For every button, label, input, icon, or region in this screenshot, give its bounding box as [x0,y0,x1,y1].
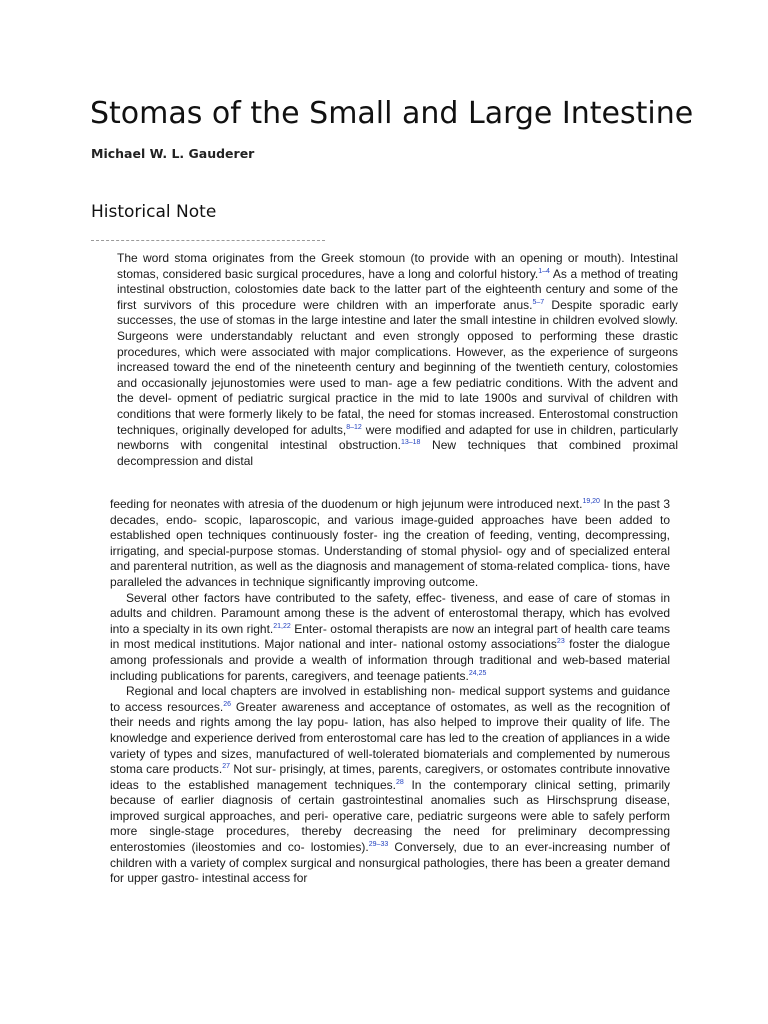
paragraph-text: Greater awareness and acceptance of ostomates, as well as the recognition of their needs and rights among the lay popu- lation, has also helped to improve their quality of life. The knowledge and experience derived from enterostomal care has led to the creation of appliances in a wide variety of types and sizes, manufactured of well-tolerated biomaterials and complemented by numerous stoma care products. [110,699,671,777]
reference-link[interactable]: 13–18 [400,439,421,447]
paragraph-4 [110,684,670,887]
reference-link[interactable]: 8–12 [346,423,362,431]
document-title: Stomas of the Small and Large Intestine [90,96,694,131]
reference-link[interactable]: 24,25 [468,669,487,677]
paragraph-text: The word stoma originates from the Greek stomoun (to provide with an opening or mouth). Intestinal stomas, considered basic surgical procedures, have a long and colorful history. [117,251,678,281]
reference-link[interactable]: 23 [556,638,565,646]
text-block-continued [110,497,670,887]
paragraph-text: feeding for neonates with atresia of the duodenum or high jejunum were introduced next. [110,497,583,511]
paragraph-text: New techniques that combined proximal decompression and distal [117,438,678,468]
paragraph-text: In the past 3 decades, endo- scopic, laparoscopic, and various image-guided approaches have been added to established open techniques continuously foster- ing the creation of feeding, venting, decompressing, irrigating, and special-purpose stomas. Understanding of stomal physiol- ogy and of specialized enteral and parenteral nutrition, as well as the diagnosis and management of stoma-related complica- tions, have paralleled the advances in technique significantly improving outcome. [110,497,671,589]
paragraph-3 [110,591,670,685]
paragraph-text: Despite sporadic early successes, the use of stomas in the large intestine and later the small intestine in children evolved slowly. Surgeons were understandably reluctant and even strongly opposed to performing these drastic procedures, which were associated with major complications. However, as the experience of surgeons increased toward the end of the nineteenth century and beginning of the twentieth century, colostomies and occasionally jejunostomies were used to man- age a few pediatric conditions. With the advent and the devel- opment of pediatric surgical practice in the mid to late 1900s and survival of children with conditions that were formerly likely to be fatal, the need for stomas increased. Enterostomal construction techniques, originally developed for adults, [117,297,678,437]
paragraph-text: were modified and adapted for use in children, particularly newborns with congenital intestinal obstruction. [117,422,678,453]
section-heading: Historical Note [91,202,217,222]
reference-link[interactable]: 21,22 [273,622,291,630]
reference-link[interactable]: 26 [223,700,231,708]
reference-link[interactable]: 29–33 [368,841,389,849]
paragraph-text: Enter- ostomal therapists are now an integral part of health care teams in most medical institutions. Major national and inter- national ostomy associations [110,621,670,652]
paragraph-text: Regional and local chapters are involved in establishing non- medical support systems and guidance to access resources. [110,684,670,714]
paragraph-text: As a method of treating intestinal obstruction, colostomies date back to the latter part of the eighteenth century and some of the first survivors of this procedure were children with an imperforate anus. [117,266,678,312]
paragraph-text: foster the dialogue among professionals and provide a wealth of information through traditional and web-based material including publications for parents, caregivers, and teenage patients. [110,637,670,683]
paragraph-1 [117,251,678,469]
section-divider [91,240,325,241]
text-block-historical-note [117,251,678,469]
author-name: Michael W. L. Gauderer [91,146,255,161]
reference-link[interactable]: 27 [222,763,230,771]
reference-link[interactable]: 19,20 [582,498,600,505]
paragraph-2 [110,497,670,591]
paragraph-text: Conversely, due to an ever-increasing number of children with a variety of complex surgical and nonsurgical pathologies, there has been a greater demand for upper gastro- intestinal access for [110,840,670,886]
reference-link[interactable]: 1–4 [538,267,550,275]
paragraph-text: In the contemporary clinical setting, primarily because of earlier diagnosis of certain gastrointestinal anomalies such as Hirschsprung disease, improved surgical approaches, and peri- operative care, pediatric surgeons were able to safely perform more single-stage procedures, thereby decreasing the need for preliminary decompressing enterostomies (ileostomies and co- lostomies). [110,777,670,855]
paragraph-text: Several other factors have contributed to the safety, effec- tiveness, and ease of care of stomas in adults and children. Paramount among these is the advent of enterostomal therapy, which has evolved into a specialty in its own right. [110,590,670,636]
reference-link[interactable]: 5–7 [532,298,545,306]
paragraph-text: Not sur- prisingly, at times, parents, caregivers, or ostomates contribute innovative ideas to the established management techniques. [110,762,670,792]
reference-link[interactable]: 28 [395,778,404,786]
